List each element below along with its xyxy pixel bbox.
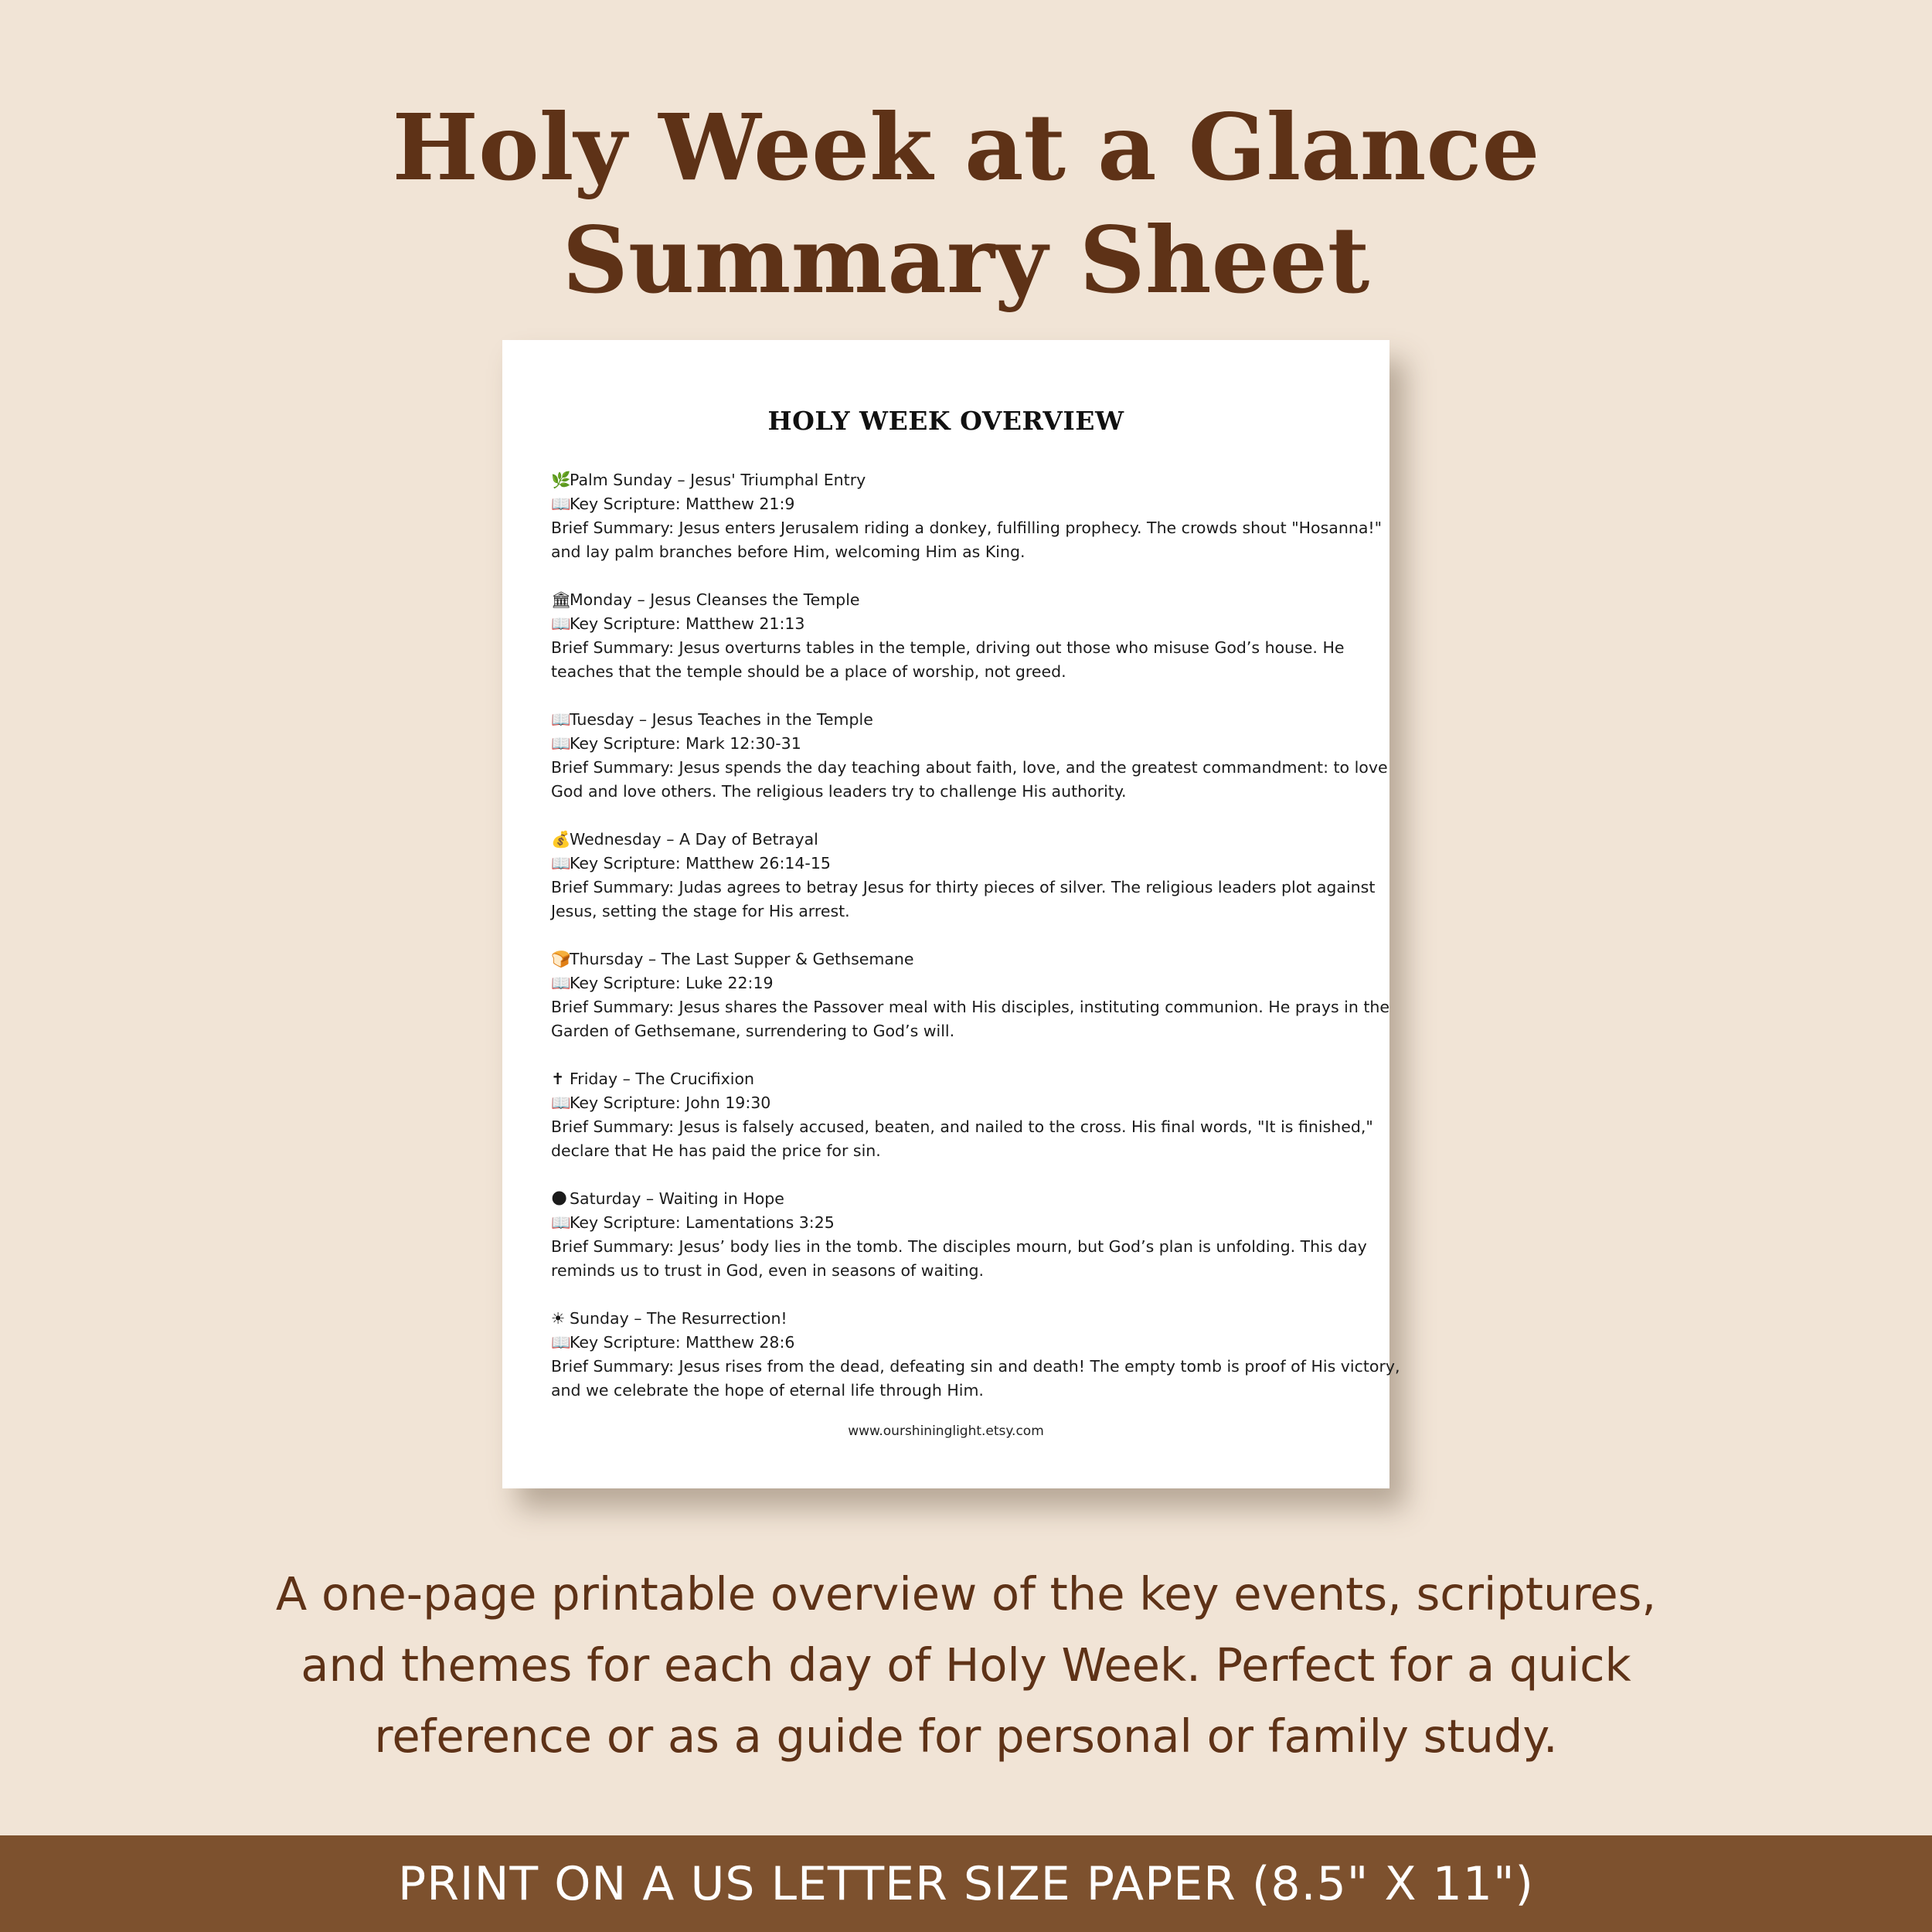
- brief-summary-line-1: Brief Summary: Jesus rises from the dead, defeating sin and death! The empty tomb is proof of His victory,: [551, 1357, 1400, 1376]
- brief-summary-line-1: Brief Summary: Jesus is falsely accused, beaten, and nailed to the cross. His final words, "It is finished,": [551, 1117, 1373, 1136]
- key-scripture: Key Scripture: Mark 12:30-31: [570, 734, 801, 753]
- brief-summary-line-1: Brief Summary: Jesus spends the day teaching about faith, love, and the greatest commandment: to love: [551, 758, 1388, 777]
- key-scripture: Key Scripture: Matthew 26:14-15: [570, 854, 831, 872]
- day-heading: Wednesday – A Day of Betrayal: [570, 830, 818, 849]
- key-scripture-line: [551, 732, 1341, 756]
- palm-leaf-icon: 🌿: [551, 471, 571, 489]
- open-book-icon: 📖: [551, 495, 571, 513]
- brief-summary-line-2: and we celebrate the hope of eternal life through Him.: [551, 1381, 984, 1400]
- key-scripture-line: [551, 492, 1341, 516]
- sun-icon: ☀: [551, 1309, 566, 1328]
- brief-summary-line-2: Garden of Gethsemane, surrendering to God’s will.: [551, 1022, 955, 1040]
- open-book-icon: 📖: [551, 710, 571, 729]
- brief-summary-line-1: Brief Summary: Jesus enters Jerusalem riding a donkey, fulfilling prophecy. The crowds shout "Hosanna!": [551, 519, 1383, 537]
- key-scripture-line: [551, 971, 1341, 995]
- open-book-icon: 📖: [551, 1094, 571, 1112]
- brief-summary-line-2: teaches that the temple should be a place of worship, not greed.: [551, 662, 1066, 681]
- open-book-icon: 📖: [551, 854, 571, 872]
- day-heading-line: [551, 947, 1341, 971]
- bread-icon: 🍞: [551, 950, 571, 968]
- open-book-icon: 📖: [551, 614, 571, 633]
- open-book-icon: 📖: [551, 1333, 571, 1352]
- money-bag-icon: 💰: [551, 830, 571, 849]
- key-scripture: Key Scripture: Matthew 28:6: [570, 1333, 795, 1352]
- brief-summary-line-1: Brief Summary: Jesus shares the Passover meal with His disciples, instituting communion. He prays in the: [551, 998, 1390, 1016]
- main-headline: [0, 91, 1932, 317]
- open-book-icon: 📖: [551, 1213, 571, 1232]
- day-heading-line: [551, 1187, 1341, 1211]
- key-scripture: Key Scripture: Matthew 21:13: [570, 614, 805, 633]
- brief-summary-line-2: Jesus, setting the stage for His arrest.: [551, 902, 850, 920]
- brief-summary-line-2: and lay palm branches before Him, welcoming Him as King.: [551, 543, 1026, 561]
- description-line-3: reference or as a guide for personal or family study.: [374, 1709, 1558, 1763]
- summary-sheet-preview: [502, 340, 1400, 1488]
- day-entry: [551, 1307, 1400, 1403]
- day-entry: [551, 708, 1388, 804]
- key-scripture: Key Scripture: Lamentations 3:25: [570, 1213, 835, 1232]
- day-heading-line: [551, 588, 1341, 612]
- brief-summary-line-2: declare that He has paid the price for sin.: [551, 1141, 881, 1160]
- day-heading: Saturday – Waiting in Hope: [570, 1189, 784, 1208]
- key-scripture-line: [551, 1091, 1341, 1115]
- day-heading: Palm Sunday – Jesus' Triumphal Entry: [570, 471, 866, 489]
- temple-icon: 🏛: [551, 590, 572, 609]
- key-scripture: Key Scripture: Matthew 21:9: [570, 495, 795, 513]
- day-entry: [551, 468, 1383, 564]
- day-heading-line: [551, 828, 1341, 852]
- day-entry: [551, 588, 1345, 684]
- day-entry: [551, 1067, 1373, 1163]
- key-scripture-line: [551, 612, 1341, 636]
- description-line-1: A one-page printable overview of the key events, scriptures,: [275, 1567, 1657, 1621]
- day-heading: Thursday – The Last Supper & Gethsemane: [570, 950, 914, 968]
- day-heading-line: [551, 1307, 1341, 1331]
- key-scripture-line: [551, 1211, 1341, 1235]
- stone-icon: 🌑: [551, 1189, 568, 1208]
- day-heading-line: [551, 708, 1341, 732]
- day-list: [551, 468, 1400, 1403]
- open-book-icon: 📖: [551, 734, 571, 753]
- footer-bar: [0, 1835, 1932, 1932]
- day-heading-line: [551, 1067, 1341, 1091]
- description-line-2: and themes for each day of Holy Week. Perfect for a quick: [301, 1638, 1631, 1692]
- print-size-note: PRINT ON A US LETTER SIZE PAPER (8.5" X 11"): [398, 1856, 1534, 1911]
- day-heading-line: [551, 468, 1341, 492]
- day-heading: Tuesday – Jesus Teaches in the Temple: [570, 710, 873, 729]
- sheet-title: HOLY WEEK OVERVIEW: [767, 406, 1124, 436]
- cross-icon: ✝: [551, 1070, 565, 1088]
- brief-summary-line-1: Brief Summary: Jesus’ body lies in the tomb. The disciples mourn, but God’s plan is unfolding. This day: [551, 1237, 1367, 1256]
- brief-summary-line-1: Brief Summary: Judas agrees to betray Jesus for thirty pieces of silver. The religious leaders plot against: [551, 878, 1376, 896]
- sheet-url: www.ourshininglight.etsy.com: [848, 1423, 1044, 1439]
- headline-line-2: Summary Sheet: [562, 206, 1370, 314]
- headline-line-1: Holy Week at a Glance: [392, 94, 1540, 201]
- day-heading: Friday – The Crucifixion: [570, 1070, 755, 1088]
- key-scripture: Key Scripture: Luke 22:19: [570, 974, 774, 992]
- key-scripture: Key Scripture: John 19:30: [570, 1094, 771, 1112]
- day-heading: Sunday – The Resurrection!: [570, 1309, 787, 1328]
- day-entry: [551, 1187, 1367, 1283]
- brief-summary-line-1: Brief Summary: Jesus overturns tables in the temple, driving out those who misuse God’s house. He: [551, 638, 1345, 657]
- product-description: [116, 1559, 1816, 1772]
- brief-summary-line-2: God and love others. The religious leaders try to challenge His authority.: [551, 782, 1127, 801]
- key-scripture-line: [551, 852, 1341, 876]
- brief-summary-line-2: reminds us to trust in God, even in seasons of waiting.: [551, 1261, 985, 1280]
- day-entry: [551, 947, 1390, 1043]
- open-book-icon: 📖: [551, 974, 571, 992]
- key-scripture-line: [551, 1331, 1341, 1355]
- day-heading: Monday – Jesus Cleanses the Temple: [570, 590, 860, 609]
- day-entry: [551, 828, 1376, 923]
